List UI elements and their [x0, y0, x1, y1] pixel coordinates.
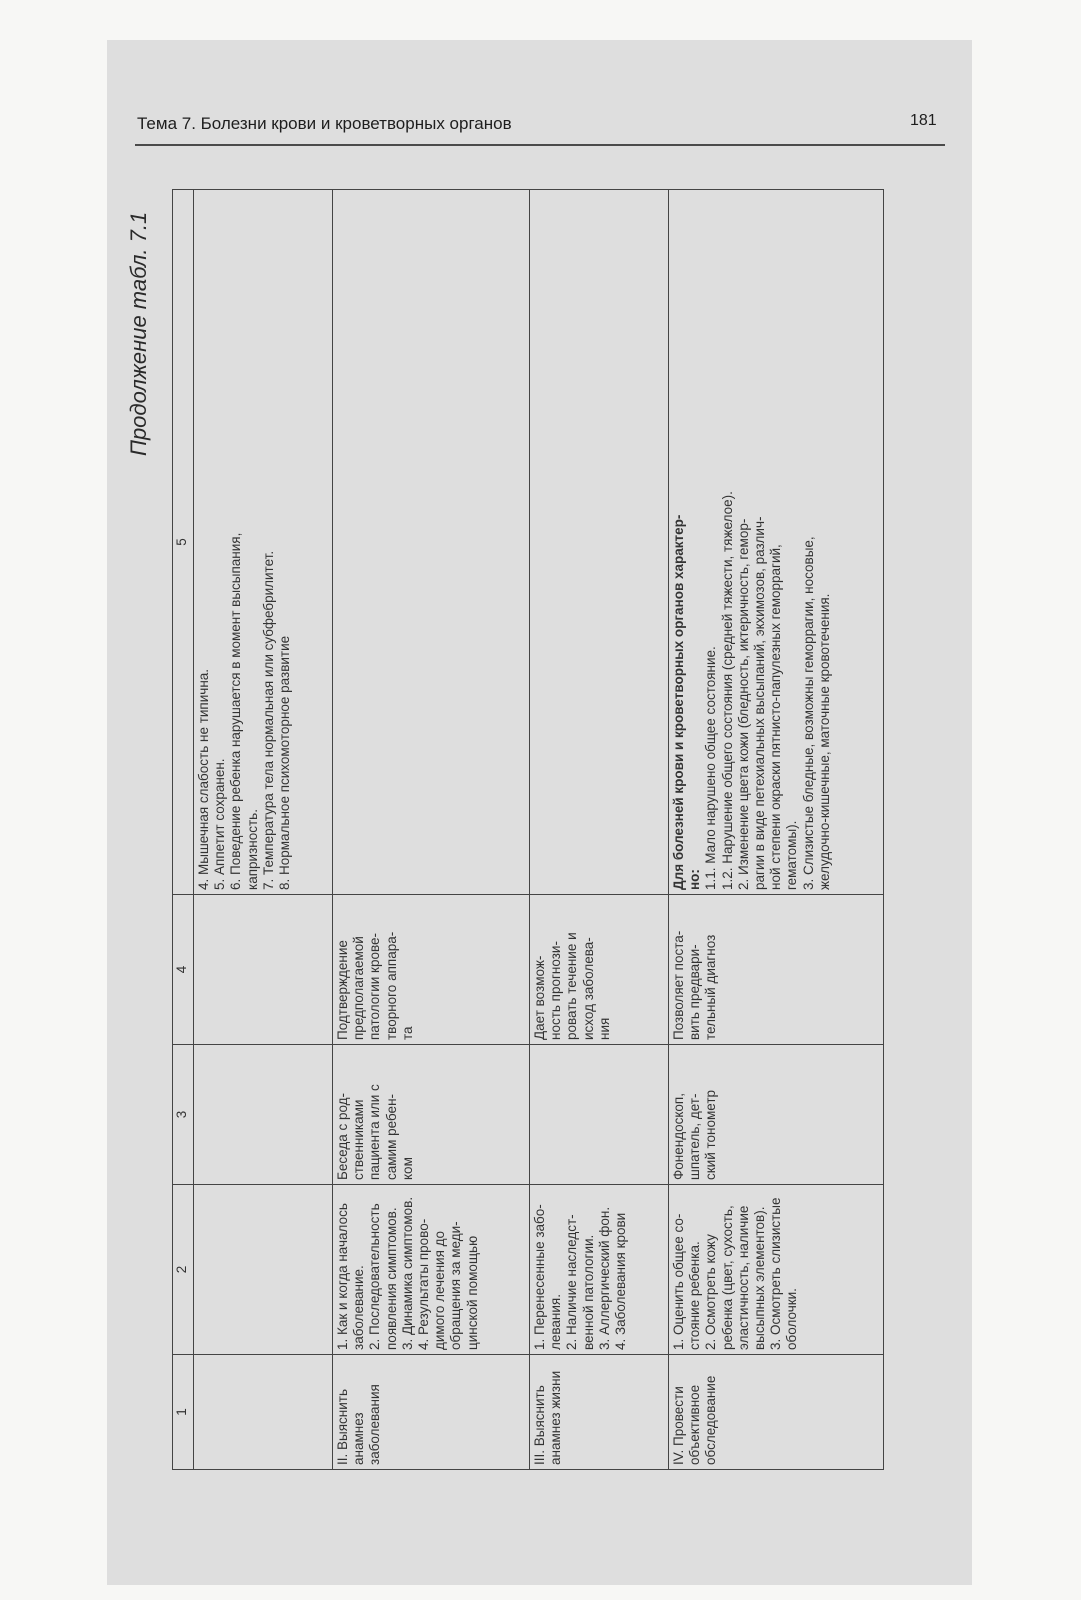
cell — [194, 1185, 333, 1355]
cell-line: 8. Нормальное психомоторное развитие — [276, 635, 292, 890]
cell-line: 3. Осмотреть слизистые — [768, 1197, 784, 1350]
cell-line: патологии крове- — [367, 932, 383, 1040]
cell-lines — [194, 190, 333, 895]
cell-lines — [530, 895, 669, 1045]
cell-line: 4. Мышечная слабость не типична. — [196, 668, 211, 890]
table-row — [333, 190, 530, 1470]
cell-line: стояние ребенка. — [687, 1241, 703, 1350]
cell — [194, 895, 333, 1045]
cell-line: обследование — [703, 1375, 719, 1465]
cell-line: Дает возмож- — [532, 955, 547, 1040]
col-header-1: 1 — [173, 1355, 194, 1470]
cell-lines — [530, 1185, 669, 1355]
col-header-2: 2 — [173, 1185, 194, 1355]
cell-line: объективное — [687, 1384, 703, 1465]
cell-line: 1. Оценить общее со- — [671, 1213, 686, 1350]
cell-line: высыпных элементов). — [751, 1206, 767, 1350]
cell-line: 2. Осмотреть кожу — [703, 1234, 719, 1350]
cell-line: ность прогнози- — [548, 941, 564, 1040]
cell-line: 3. Аллергический фон. — [596, 1206, 612, 1350]
cell-line: левания. — [548, 1294, 564, 1350]
cell-line: анамнез — [351, 1412, 367, 1465]
cell-line: 2. Наличие наследст- — [564, 1214, 580, 1350]
cell-lines — [669, 1355, 884, 1470]
cell-line: капризность. — [244, 809, 260, 890]
cell-line: 2. Последовательность — [367, 1203, 383, 1350]
cell-lead-line: Для болезней крови и кроветворных органов характер- — [671, 514, 686, 890]
col-header-4: 4 — [173, 895, 194, 1045]
cell-line: III. Выяснить — [532, 1385, 547, 1465]
cell-line: анамнез жизни — [548, 1370, 564, 1465]
cell-line: ком — [399, 1157, 415, 1180]
cell-lines — [333, 895, 530, 1045]
cell-line: 1.2. Нарушение общего состояния (средней тяжести, тяжелое). — [719, 491, 735, 890]
cell — [194, 1355, 333, 1470]
cell-line: появления симптомов. — [383, 1207, 399, 1350]
col-header-5: 5 — [173, 190, 194, 895]
rotated-table-wrapper — [172, 190, 882, 1470]
cell-line: исход заболева- — [580, 937, 596, 1040]
col-header-3: 3 — [173, 1045, 194, 1185]
cell-lines — [669, 1185, 884, 1355]
cell-line: шпатель, дет- — [687, 1093, 703, 1180]
cell-line: димого лечения до — [432, 1230, 448, 1350]
cell-line: венной патологии. — [580, 1234, 596, 1350]
cell — [530, 190, 669, 895]
cell-line: 1. Как и когда началось — [335, 1203, 350, 1350]
table-caption-text: Продолжение табл. 7.1 — [126, 211, 151, 456]
cell-line: ния — [596, 1017, 612, 1040]
examination-table — [172, 189, 884, 1470]
cell-line: заболевание. — [351, 1265, 367, 1350]
cell-line: Подтверждение — [335, 940, 350, 1040]
cell-lines — [333, 1045, 530, 1185]
cell-lines — [669, 190, 884, 895]
cell-line: 3. Слизистые бледные, возможны геморрагии, носовые, — [800, 536, 816, 890]
page-number: 181 — [910, 112, 937, 129]
cell-line: 3. Динамика симптомов. — [399, 1196, 415, 1350]
table-row — [194, 190, 333, 1470]
cell-lines — [530, 1355, 669, 1470]
cell-line: ребенка (цвет, сухость, — [719, 1205, 735, 1350]
cell-line: обращения за меди- — [448, 1221, 464, 1350]
table-caption — [126, 192, 166, 792]
cell-line: 1. Перенесенные забо- — [532, 1204, 547, 1350]
cell-line: Позволяет поста- — [671, 930, 686, 1040]
cell-lines — [669, 1045, 884, 1185]
cell-line: II. Выяснить — [335, 1389, 350, 1465]
cell-lead-line: но: — [687, 869, 703, 890]
cell-line: желудочно-кишечные, маточные кровотечения. — [816, 593, 832, 890]
cell-line: пациента или с — [367, 1084, 383, 1180]
cell-line: ной степени окраски пятнисто-папулезных геморрагий, — [768, 544, 784, 890]
cell-line: та — [399, 1026, 415, 1040]
cell-line: эластичность, наличие — [735, 1205, 751, 1350]
cell-lines — [333, 1355, 530, 1470]
cell-line: творного аппара- — [383, 931, 399, 1040]
cell-line: вить предвари- — [687, 944, 703, 1040]
cell — [530, 1045, 669, 1185]
cell-line: тельный диагноз — [703, 934, 719, 1040]
header-rule — [135, 144, 945, 146]
cell — [194, 1045, 333, 1185]
cell-line: 6. Поведение ребенка нарушается в момент высыпания, — [228, 532, 244, 890]
cell-line: 5. Аппетит сохранен. — [212, 758, 228, 890]
cell-line: самим ребен- — [383, 1093, 399, 1180]
cell-line: Фонендоскоп, — [671, 1093, 686, 1180]
cell-line: 7. Температура тела нормальная или субфебрилитет. — [260, 550, 276, 890]
cell-line: заболевания — [367, 1384, 383, 1465]
cell-line: 4. Результаты прово- — [415, 1218, 431, 1350]
cell-line: предполагаемой — [351, 936, 367, 1040]
running-header: Тема 7. Болезни крови и кроветворных органов — [137, 114, 512, 133]
cell-line: цинской помощью — [464, 1235, 480, 1350]
cell-lines — [333, 1185, 530, 1355]
cell-line: ровать течение и — [564, 932, 580, 1040]
table-row — [669, 190, 884, 1470]
table-row — [530, 190, 669, 1470]
cell-line: Беседа с род- — [335, 1092, 350, 1180]
cell-line: 2. Изменение цвета кожи (бледность, иктеричность, гемор- — [735, 518, 751, 890]
table-header-row — [173, 190, 194, 1470]
cell-line: оболочки. — [784, 1288, 800, 1350]
cell-lines — [669, 895, 884, 1045]
cell-line: гематомы). — [784, 820, 800, 890]
cell-line: 4. Заболевания крови — [612, 1212, 628, 1350]
cell-line: IV. Провести — [671, 1386, 686, 1465]
cell-line: ский тонометр — [703, 1089, 719, 1180]
cell — [333, 190, 530, 895]
cell-line: рагии в виде петехиальных высыпаний, экхимозов, различ- — [751, 516, 767, 890]
cell-line: 1.1. Мало нарушено общее состояние. — [703, 646, 719, 890]
cell-line: ственниками — [351, 1099, 367, 1180]
